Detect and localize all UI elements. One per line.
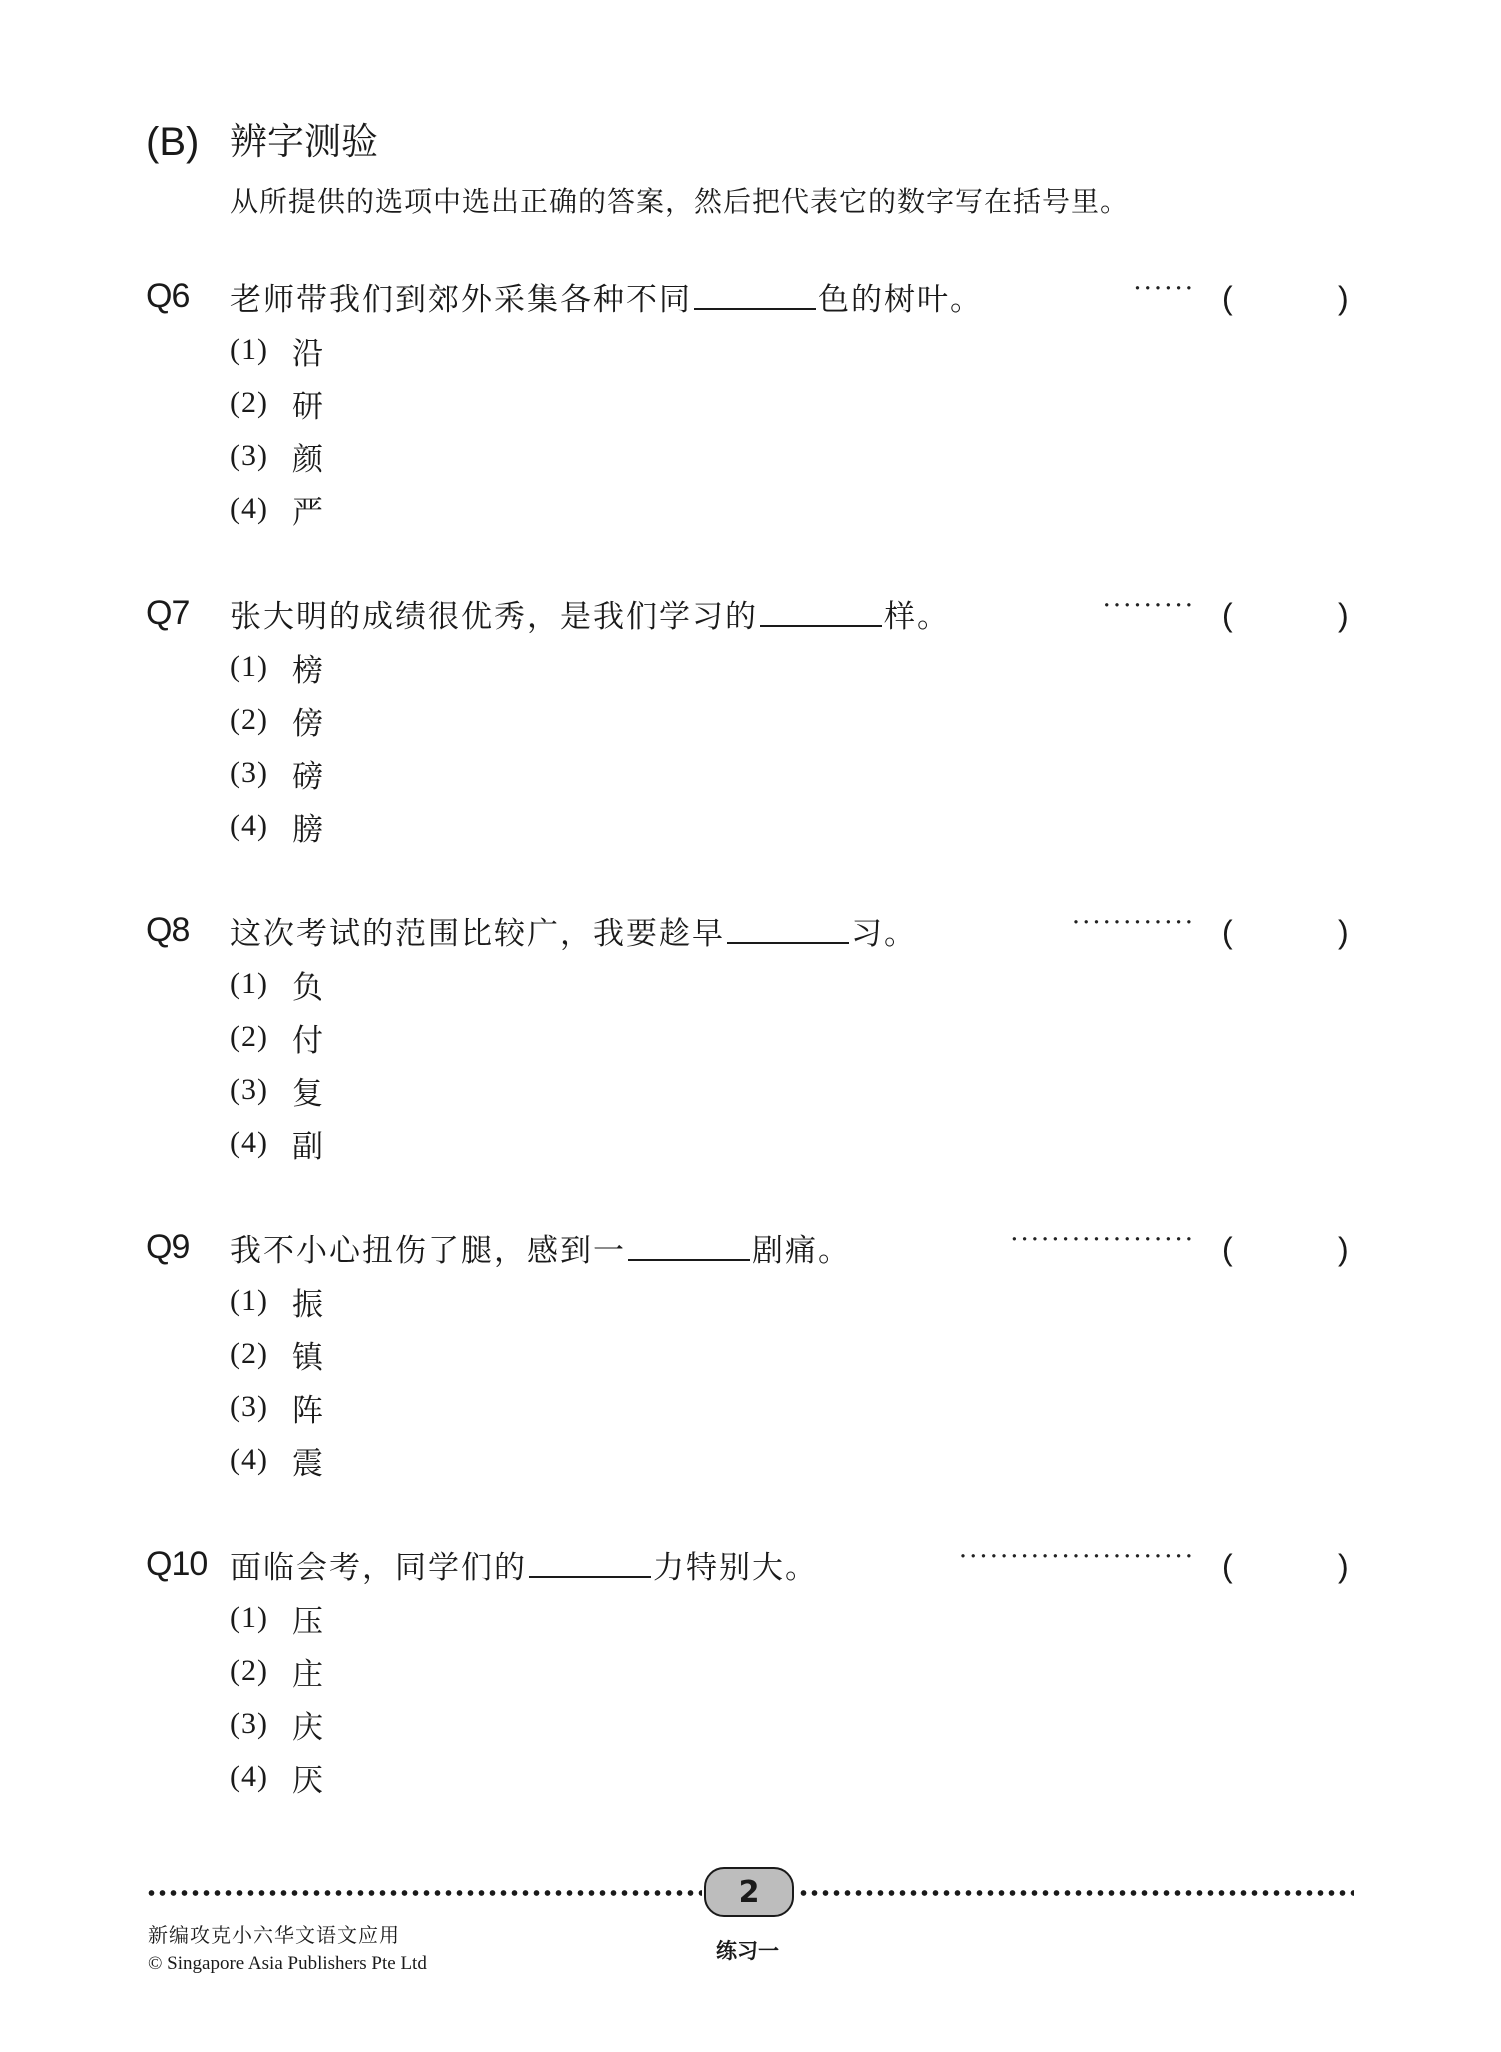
option-label: (4) bbox=[230, 1126, 268, 1159]
answer-blank[interactable] bbox=[628, 1225, 750, 1261]
answer-paren-close: ) bbox=[1338, 1548, 1349, 1584]
option-4 bbox=[230, 804, 323, 848]
option-char: 膀 bbox=[292, 811, 323, 848]
option-1 bbox=[230, 645, 323, 689]
option-label: (1) bbox=[230, 1601, 268, 1634]
footer-copyright: © Singapore Asia Publishers Pte Ltd bbox=[148, 1953, 427, 1974]
option-label: (2) bbox=[230, 386, 268, 419]
question-text-before: 张大明的成绩很优秀，是我们学习的 bbox=[230, 599, 758, 635]
leader-dots: ············ bbox=[1071, 908, 1195, 938]
option-char: 磅 bbox=[292, 758, 323, 795]
leader-dots: ······ bbox=[1133, 274, 1195, 304]
option-char: 镇 bbox=[292, 1339, 323, 1376]
question-number: Q9 bbox=[146, 1228, 190, 1266]
footer-book-title: 新编攻克小六华文语文应用 bbox=[148, 1923, 400, 1947]
option-char: 颜 bbox=[292, 441, 323, 478]
option-2 bbox=[230, 1015, 323, 1059]
option-label: (1) bbox=[230, 967, 268, 1000]
answer-paren-open: ( bbox=[1222, 1548, 1233, 1584]
option-3 bbox=[230, 434, 323, 478]
question-number: Q10 bbox=[146, 1545, 208, 1583]
option-char: 研 bbox=[292, 388, 323, 425]
question-number: Q6 bbox=[146, 277, 190, 315]
option-char: 负 bbox=[292, 969, 323, 1006]
question-number: Q8 bbox=[146, 911, 190, 949]
question-text-before: 老师带我们到郊外采集各种不同 bbox=[230, 282, 692, 318]
option-label: (3) bbox=[230, 439, 268, 472]
option-label: (2) bbox=[230, 703, 268, 736]
option-label: (2) bbox=[230, 1654, 268, 1687]
answer-paren-close: ) bbox=[1338, 1231, 1349, 1267]
option-label: (3) bbox=[230, 1390, 268, 1423]
question-text-after: 样。 bbox=[884, 599, 950, 635]
section-instruction: 从所提供的选项中选出正确的答案，然后把代表它的数字写在括号里。 bbox=[230, 185, 1130, 218]
option-3 bbox=[230, 1385, 323, 1429]
option-4 bbox=[230, 487, 323, 531]
answer-blank[interactable] bbox=[529, 1542, 651, 1578]
answer-paren-open: ( bbox=[1222, 914, 1233, 950]
question-text bbox=[230, 1225, 851, 1273]
option-label: (2) bbox=[230, 1337, 268, 1370]
option-char: 副 bbox=[292, 1128, 323, 1165]
option-label: (3) bbox=[230, 756, 268, 789]
option-3 bbox=[230, 1068, 323, 1112]
option-1 bbox=[230, 1596, 323, 1640]
option-label: (4) bbox=[230, 1760, 268, 1793]
question-q8 bbox=[0, 908, 1501, 1208]
footer-dotted-rule-left bbox=[146, 1889, 702, 1897]
option-char: 阵 bbox=[292, 1392, 323, 1429]
answer-paren-close: ) bbox=[1338, 597, 1349, 633]
option-label: (1) bbox=[230, 650, 268, 683]
answer-box[interactable] bbox=[1240, 1225, 1336, 1273]
option-char: 压 bbox=[292, 1603, 323, 1640]
option-label: (4) bbox=[230, 1443, 268, 1476]
option-4 bbox=[230, 1755, 323, 1799]
option-2 bbox=[230, 1332, 323, 1376]
question-q9 bbox=[0, 1225, 1501, 1525]
option-label: (4) bbox=[230, 809, 268, 842]
question-q6 bbox=[0, 274, 1501, 574]
option-1 bbox=[230, 1279, 323, 1323]
question-text bbox=[230, 908, 917, 956]
answer-paren-close: ) bbox=[1338, 914, 1349, 950]
question-text bbox=[230, 1542, 818, 1590]
answer-blank[interactable] bbox=[694, 274, 816, 310]
page-number-badge: 2 bbox=[704, 1867, 794, 1917]
question-q10 bbox=[0, 1542, 1501, 1842]
option-char: 傍 bbox=[292, 705, 323, 742]
option-char: 付 bbox=[292, 1022, 323, 1059]
leader-dots: ······················· bbox=[958, 1542, 1195, 1572]
option-char: 厌 bbox=[292, 1762, 323, 1799]
question-text-after: 色的树叶。 bbox=[818, 282, 983, 318]
answer-paren-close: ) bbox=[1338, 280, 1349, 316]
option-char: 沿 bbox=[292, 335, 323, 372]
answer-box[interactable] bbox=[1240, 908, 1336, 956]
leader-dots: ········· bbox=[1102, 591, 1195, 621]
footer-dotted-rule-right bbox=[798, 1889, 1354, 1897]
answer-blank[interactable] bbox=[760, 591, 882, 627]
option-char: 严 bbox=[292, 494, 323, 531]
leader-dots: ·················· bbox=[1010, 1225, 1195, 1255]
question-text bbox=[230, 274, 983, 322]
option-label: (1) bbox=[230, 333, 268, 366]
option-char: 复 bbox=[292, 1075, 323, 1112]
option-label: (2) bbox=[230, 1020, 268, 1053]
question-q7 bbox=[0, 591, 1501, 891]
answer-box[interactable] bbox=[1240, 591, 1336, 639]
option-4 bbox=[230, 1121, 323, 1165]
option-label: (3) bbox=[230, 1073, 268, 1106]
option-1 bbox=[230, 328, 323, 372]
answer-box[interactable] bbox=[1240, 1542, 1336, 1590]
option-char: 震 bbox=[292, 1445, 323, 1482]
question-text-after: 习。 bbox=[851, 916, 917, 952]
option-2 bbox=[230, 1649, 323, 1693]
answer-paren-open: ( bbox=[1222, 1231, 1233, 1267]
option-label: (1) bbox=[230, 1284, 268, 1317]
question-text-before: 这次考试的范围比较广，我要趁早 bbox=[230, 916, 725, 952]
option-1 bbox=[230, 962, 323, 1006]
option-char: 振 bbox=[292, 1286, 323, 1323]
option-label: (4) bbox=[230, 492, 268, 525]
option-char: 庆 bbox=[292, 1709, 323, 1746]
footer-chapter-label: 练习一 bbox=[716, 1939, 779, 1963]
section-label: (B) bbox=[146, 120, 200, 164]
option-char: 榜 bbox=[292, 652, 323, 689]
question-text-before: 面临会考，同学们的 bbox=[230, 1550, 527, 1586]
question-text-after: 力特别大。 bbox=[653, 1550, 818, 1586]
option-char: 庄 bbox=[292, 1656, 323, 1693]
question-number: Q7 bbox=[146, 594, 190, 632]
option-4 bbox=[230, 1438, 323, 1482]
option-3 bbox=[230, 751, 323, 795]
answer-box[interactable] bbox=[1240, 274, 1336, 322]
question-text-after: 剧痛。 bbox=[752, 1233, 851, 1269]
section-title: 辨字测验 bbox=[230, 120, 378, 163]
option-2 bbox=[230, 381, 323, 425]
question-text bbox=[230, 591, 950, 639]
answer-paren-open: ( bbox=[1222, 280, 1233, 316]
option-2 bbox=[230, 698, 323, 742]
option-3 bbox=[230, 1702, 323, 1746]
answer-paren-open: ( bbox=[1222, 597, 1233, 633]
question-text-before: 我不小心扭伤了腿，感到一 bbox=[230, 1233, 626, 1269]
answer-blank[interactable] bbox=[727, 908, 849, 944]
option-label: (3) bbox=[230, 1707, 268, 1740]
